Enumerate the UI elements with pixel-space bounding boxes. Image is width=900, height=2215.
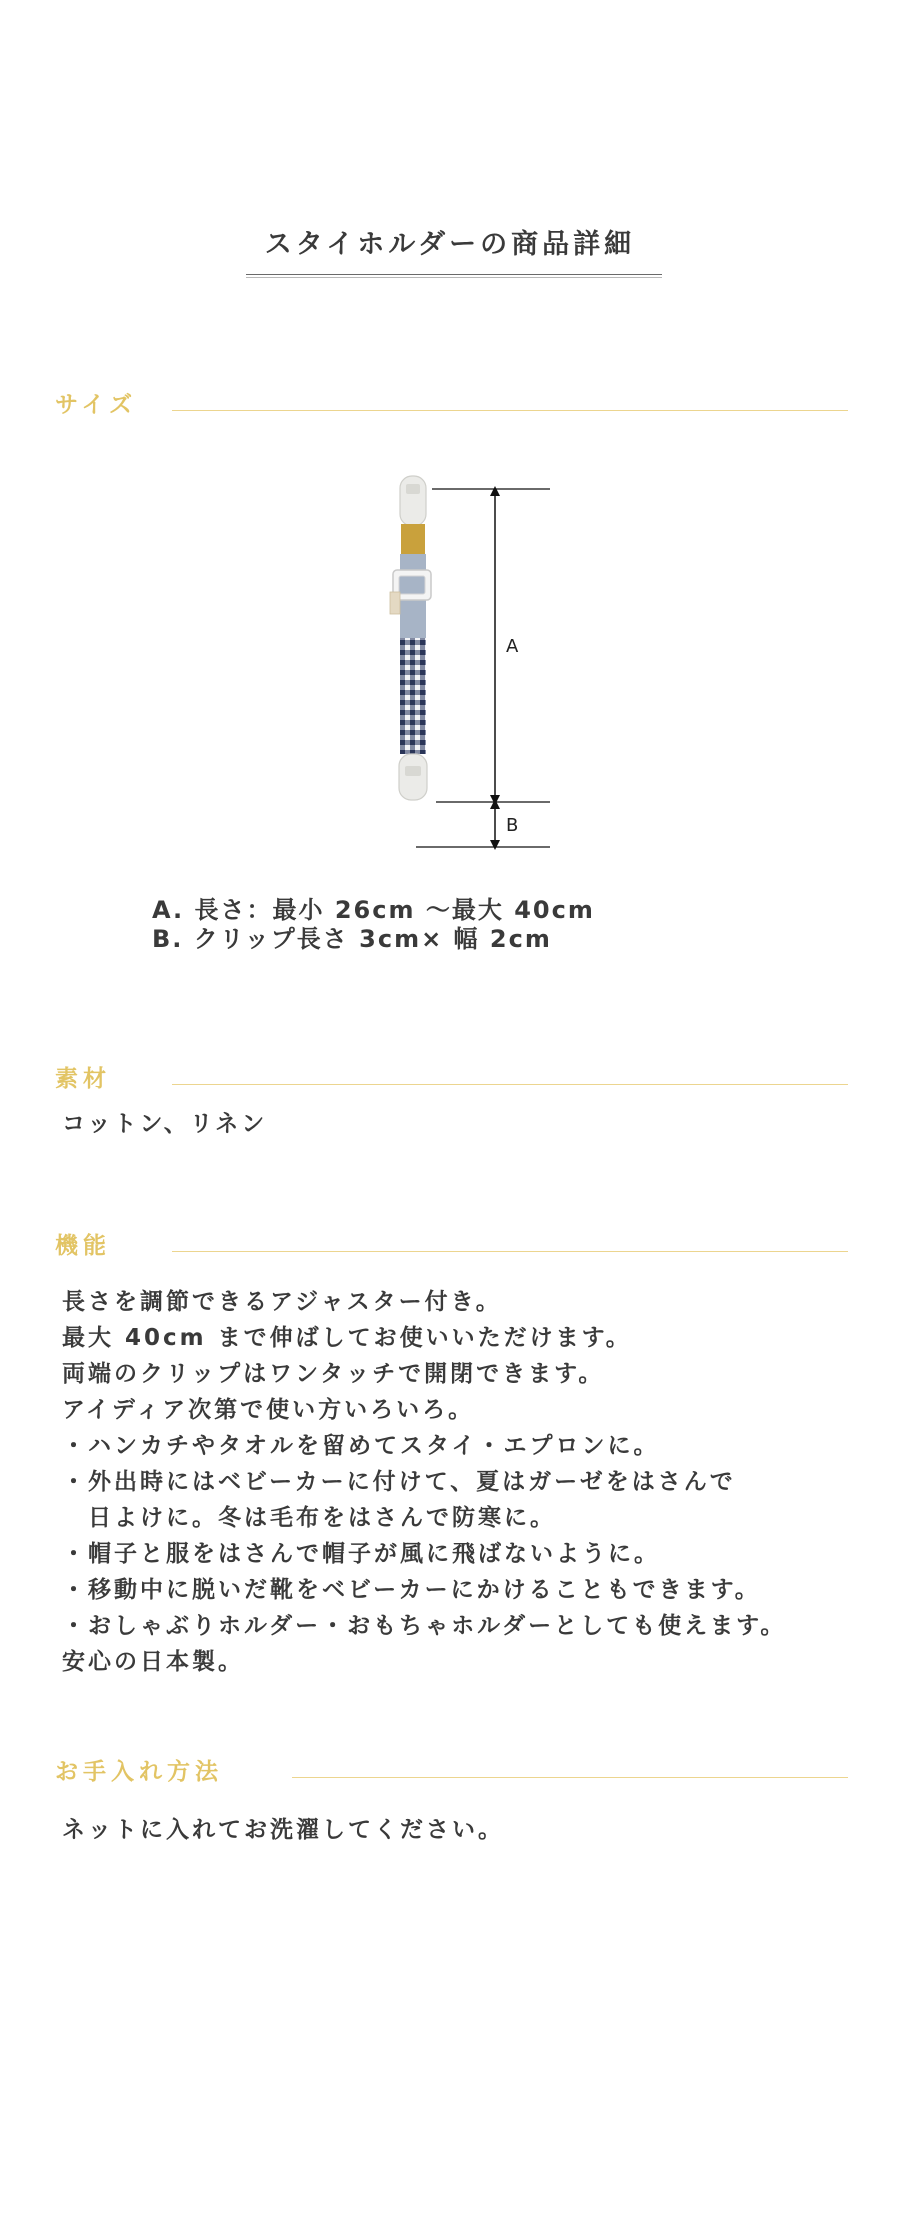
feature-line: ・移動中に脱いだ靴をベビーカーにかけることもできます。 [62, 1577, 761, 1603]
care-heading-rule [292, 1777, 848, 1778]
feature-line: アイディア次第で使い方いろいろ。 [62, 1397, 475, 1423]
feature-line: ・ハンカチやタオルを留めてスタイ・エプロンに。 [62, 1433, 660, 1459]
product-size-diagram [380, 470, 560, 850]
function-text-block [62, 1284, 786, 1680]
function-heading-rule [172, 1251, 848, 1252]
material-heading: 素材 [55, 1066, 111, 1092]
feature-line: 日よけに。冬は毛布をはさんで防寒に。 [88, 1505, 556, 1531]
care-heading: お手入れ方法 [55, 1759, 223, 1785]
material-heading-rule [172, 1084, 848, 1085]
fabric-tag [390, 592, 400, 614]
gingham-strap [400, 638, 426, 754]
size-spec-b: B. クリップ長さ 3cm× 幅 2cm [152, 925, 552, 953]
size-heading-rule [172, 410, 848, 411]
feature-line: 長さを調節できるアジャスター付き。 [62, 1289, 502, 1315]
title-underline [246, 274, 662, 275]
feature-list [62, 1284, 786, 1680]
size-spec-a: A. 長さ：最小 26cm ～最大 40cm [152, 896, 595, 924]
dimension-a-label: A [506, 636, 519, 657]
bottom-clip [399, 754, 427, 800]
feature-line: 最大 40cm まで伸ばしてお使いいただけます。 [62, 1325, 632, 1351]
size-spec-list [152, 896, 595, 954]
feature-line: 安心の日本製。 [62, 1649, 244, 1675]
page-title: スタイホルダーの商品詳細 [264, 229, 636, 260]
feature-line: 両端のクリップはワンタッチで開閉できます。 [62, 1361, 605, 1387]
feature-line: ・外出時にはベビーカーに付けて、夏はガーゼをはさんで [62, 1469, 736, 1495]
material-text: コットン、リネン [62, 1111, 268, 1137]
function-heading: 機能 [55, 1233, 111, 1259]
title-underline-secondary [246, 277, 662, 278]
dimension-b-label: B [506, 815, 519, 836]
size-heading: サイズ [55, 392, 138, 418]
top-clip [400, 476, 426, 526]
mustard-band [401, 524, 425, 554]
care-text: ネットに入れてお洗濯してください。 [62, 1817, 504, 1843]
feature-line: ・帽子と服をはさんで帽子が風に飛ばないように。 [62, 1541, 660, 1567]
feature-line: ・おしゃぶりホルダー・おもちゃホルダーとしても使えます。 [62, 1613, 787, 1639]
